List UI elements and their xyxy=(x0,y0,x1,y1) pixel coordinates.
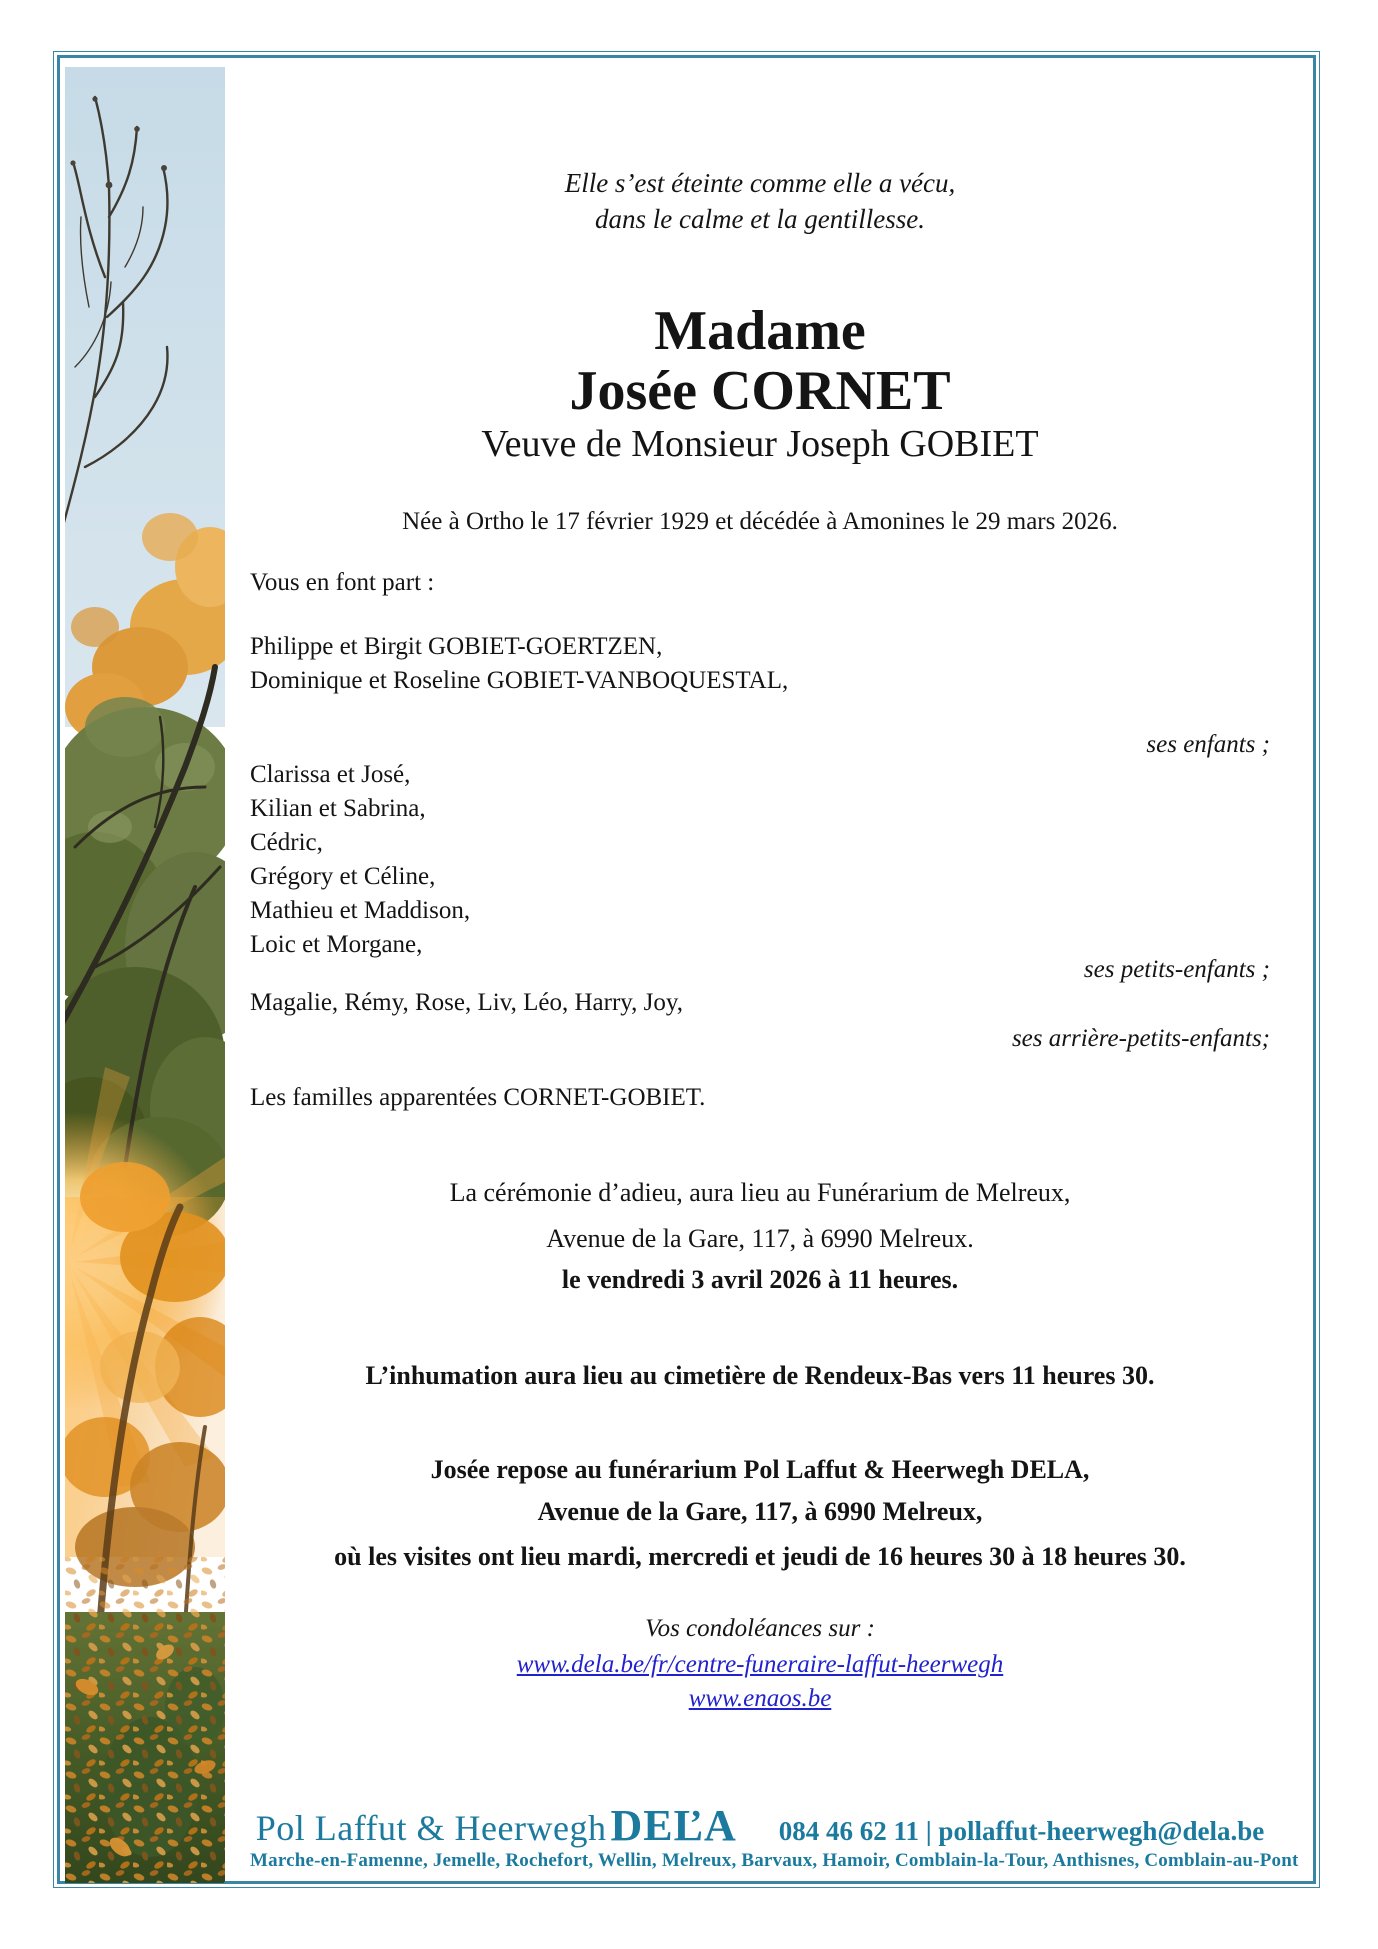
dela-logo: DEĽA xyxy=(610,1801,737,1850)
grandchildren-list xyxy=(250,758,1270,962)
dela-condolences-link[interactable]: www.dela.be/fr/centre-funeraire-laffut-heerwegh xyxy=(516,1651,1004,1678)
autumn-tree-photo xyxy=(65,67,225,1883)
child-line: Dominique et Roseline GOBIET-VANBOQUESTAL, xyxy=(250,667,789,694)
children-list xyxy=(250,630,1270,698)
footer-phone-email: 084 46 62 11 | pollaffut-heerwegh@dela.be xyxy=(778,1816,1265,1846)
grandchild-line: Clarissa et José, xyxy=(250,761,411,788)
condolences-link-2-row xyxy=(250,1682,1270,1715)
repose-line-1: Josée repose au funérarium Pol Laffut & Heerwegh DELA, xyxy=(430,1455,1090,1484)
card-text-content xyxy=(250,0,1299,1949)
grandchildren-label: ses petits-enfants ; xyxy=(1083,956,1270,983)
great-grandchildren-label: ses arrière-petits-enfants; xyxy=(1011,1025,1270,1052)
enaos-link[interactable]: www.enaos.be xyxy=(688,1685,832,1712)
epitaph-line-2: dans le calme et la gentillesse. xyxy=(595,203,925,234)
grandchild-line: Cédric, xyxy=(250,829,323,856)
children-label: ses enfants ; xyxy=(1146,731,1270,758)
epitaph xyxy=(250,166,1270,237)
grandchild-line: Mathieu et Maddison, xyxy=(250,897,471,924)
announcement-intro: Vous en font part : xyxy=(250,569,435,596)
ceremony-date: le vendredi 3 avril 2026 à 11 heures. xyxy=(561,1265,959,1294)
epitaph-line-1: Elle s’est éteinte comme elle a vécu, xyxy=(564,168,956,198)
great-grandchildren-list: Magalie, Rémy, Rose, Liv, Léo, Harry, Joy, xyxy=(250,989,683,1016)
child-line: Philippe et Birgit GOBIET-GOERTZEN, xyxy=(250,633,663,660)
grandchild-line: Loic et Morgane, xyxy=(250,931,423,958)
life-dates: Née à Ortho le 17 février 1929 et décédée à Amonines le 29 mars 2026. xyxy=(402,508,1118,535)
condolences-link-1-row xyxy=(250,1648,1270,1681)
repose-line-2: Avenue de la Gare, 117, à 6990 Melreux, xyxy=(537,1497,983,1526)
ceremony-line-1: La cérémonie d’adieu, aura lieu au Funérarium de Melreux, xyxy=(449,1178,1071,1207)
grandchild-line: Kilian et Sabrina, xyxy=(250,795,426,822)
ceremony-line-2: Avenue de la Gare, 117, à 6990 Melreux. xyxy=(546,1224,974,1253)
repose-line-3: où les visites ont lieu mardi, mercredi et jeudi de 16 heures 30 à 18 heures 30. xyxy=(334,1542,1186,1571)
burial-info: L’inhumation aura lieu au cimetière de Rendeux-Bas vers 11 heures 30. xyxy=(365,1361,1155,1390)
grandchild-line: Grégory et Céline, xyxy=(250,863,436,890)
related-families: Les familles apparentées CORNET-GOBIET. xyxy=(250,1084,706,1111)
deceased-subtitle: Veuve de Monsieur Joseph GOBIET xyxy=(481,423,1039,465)
deceased-title: Madame xyxy=(654,300,866,362)
condolences-label: Vos condoléances sur : xyxy=(645,1615,875,1642)
funeral-home-footer xyxy=(250,1800,1270,1851)
deceased-name: Josée CORNET xyxy=(569,360,951,422)
footer-locations: Marche-en-Famenne, Jemelle, Rochefort, Wellin, Melreux, Barvaux, Hamoir, Comblain-la-Tour, Anthisnes, Comblain-au-Pont xyxy=(250,1850,1299,1871)
funeral-home-name: Pol Laffut & Heerwegh xyxy=(255,1808,607,1848)
